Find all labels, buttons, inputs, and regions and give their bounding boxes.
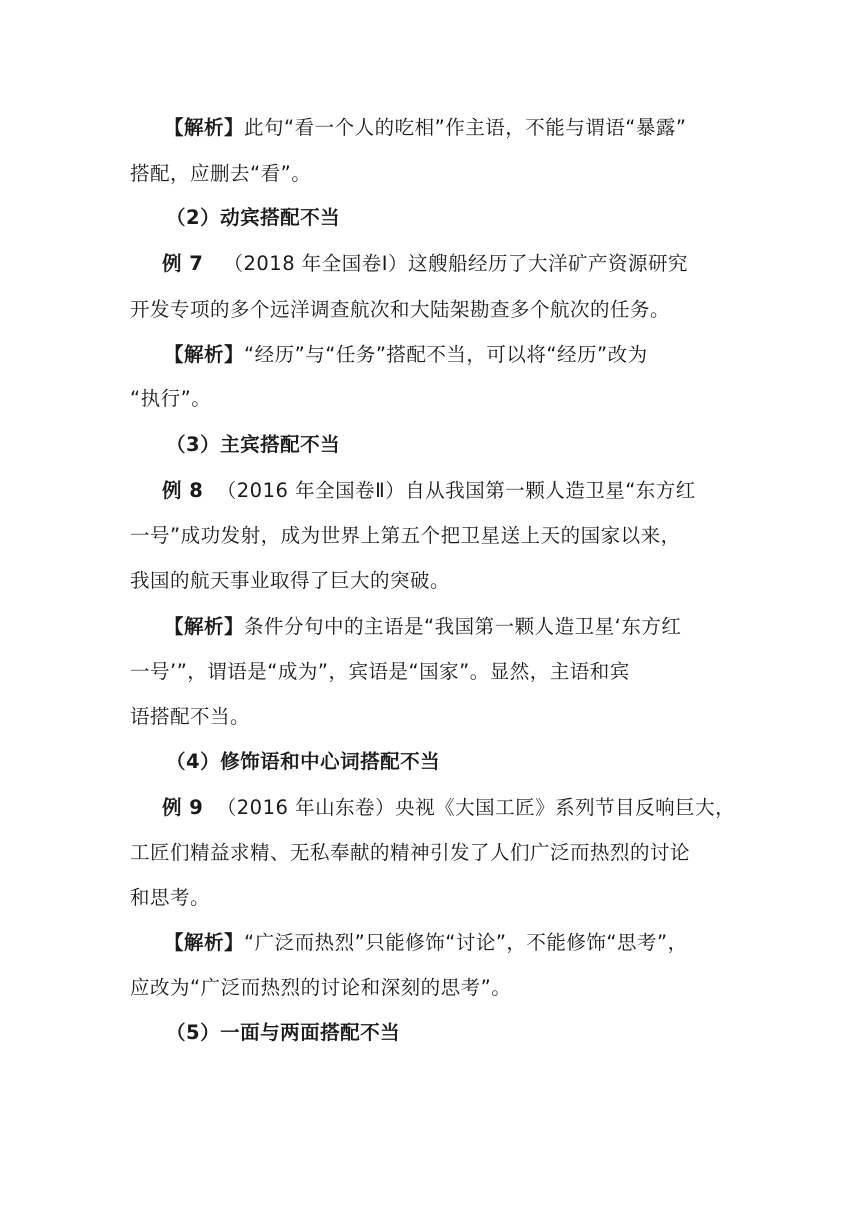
analysis-label: 【解析】	[164, 116, 245, 139]
example-7-line-2	[0, 297, 860, 323]
example-9-label: 例 9	[162, 796, 204, 819]
example-8-line-3	[0, 568, 860, 594]
analysis-text: “执行”。	[130, 387, 212, 410]
example-text: 我国的航天事业取得了巨大的突破。	[130, 569, 451, 592]
section-heading-5: （5）一面与两面搭配不当	[166, 1021, 401, 1044]
example-text: 开发专项的多个远洋调查航次和大陆架勘查多个航次的任务。	[130, 298, 671, 321]
example-text: （2018 年全国卷Ⅰ）这艘船经历了大洋矿产资源研究	[223, 252, 689, 275]
example-text: （2016 年山东卷）央视《大国工匠》系列节目反响巨大，	[216, 796, 736, 819]
example-8-label: 例 8	[162, 479, 204, 502]
analysis-label: 【解析】	[164, 931, 245, 954]
analysis-text: “经历”与“任务”搭配不当，可以将“经历”改为	[244, 343, 648, 366]
example-8-line-2	[0, 523, 860, 549]
analysis-7-line-2	[0, 386, 860, 412]
analysis-text: 应改为“广泛而热烈的讨论和深刻的思考”。	[130, 976, 512, 999]
example-9-line-1	[0, 795, 860, 821]
analysis-text: 搭配，应删去“看”。	[130, 162, 312, 185]
analysis-text: 一号’”，谓语是“成为”，宾语是“国家”。显然，主语和宾	[130, 660, 630, 683]
section-heading-3: （3）主宾搭配不当	[166, 433, 341, 456]
analysis-8-line-2	[0, 659, 860, 685]
analysis-paragraph-1-line-1	[0, 115, 860, 141]
analysis-paragraph-1-line-2	[0, 161, 860, 187]
example-text: 一号”成功发射，成为世界上第五个把卫星送上天的国家以来，	[130, 524, 681, 547]
analysis-label: 【解析】	[164, 343, 245, 366]
section-heading-4: （4）修饰语和中心词搭配不当	[166, 750, 441, 773]
analysis-7-line-1	[0, 342, 860, 368]
example-text: 和思考。	[130, 886, 211, 909]
analysis-text: 此句“看一个人的吃相”作主语，不能与谓语“暴露”	[244, 116, 687, 139]
analysis-text: 条件分句中的主语是“我国第一颗人造卫星‘东方红	[244, 615, 682, 638]
example-9-line-2	[0, 840, 860, 866]
analysis-8-line-3	[0, 704, 860, 730]
analysis-text: 语搭配不当。	[130, 705, 251, 728]
example-7-label: 例 7	[162, 252, 204, 275]
example-7-line-1	[0, 251, 860, 277]
example-8-line-1	[0, 478, 860, 504]
analysis-9-line-1	[0, 930, 860, 956]
section-heading-2: （2）动宾搭配不当	[166, 206, 341, 229]
example-text: （2016 年全国卷Ⅱ）自从我国第一颗人造卫星“东方红	[216, 479, 696, 502]
analysis-8-line-1	[0, 614, 860, 640]
example-9-line-3	[0, 885, 860, 911]
analysis-label: 【解析】	[164, 615, 245, 638]
analysis-9-line-2	[0, 975, 860, 1001]
analysis-text: “广泛而热烈”只能修饰“讨论”，不能修饰“思考”，	[244, 931, 688, 954]
example-text: 工匠们精益求精、无私奉献的精神引发了人们广泛而热烈的讨论	[130, 841, 691, 864]
